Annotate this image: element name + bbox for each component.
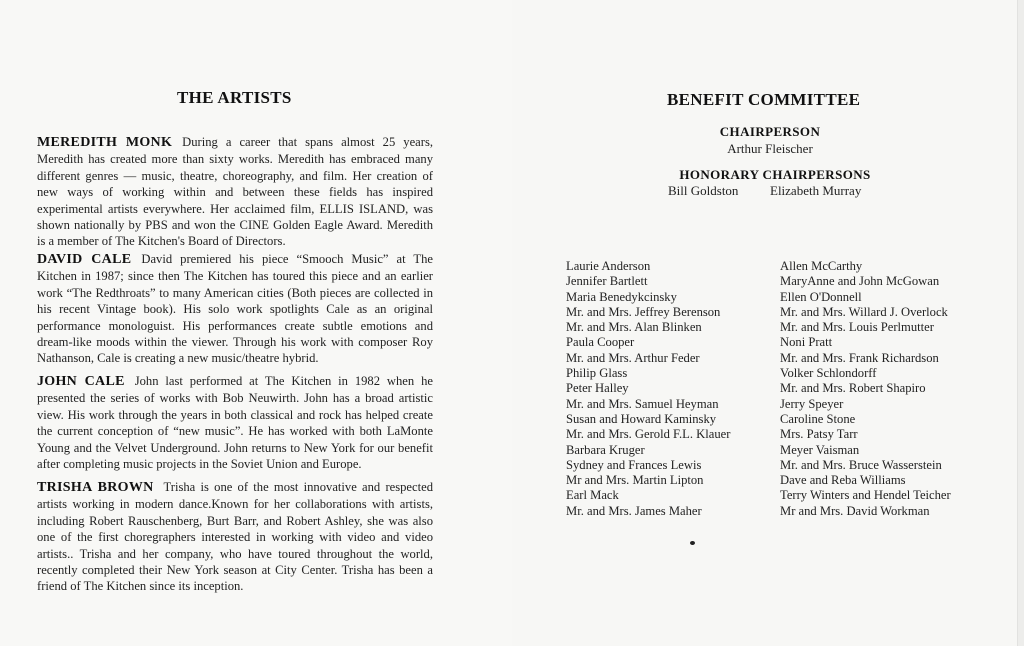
- committee-list-left: [566, 259, 730, 519]
- artists-title: THE ARTISTS: [177, 88, 292, 107]
- committee-member: Mr. and Mrs. Bruce Wasserstein: [780, 457, 942, 472]
- ink-speck: [690, 541, 695, 545]
- paper-edge: [1017, 0, 1024, 646]
- artist-bio-text: Trisha is one of the most innovative and respected artists working in modern dance.Known for her collaborations with artists, including Robert Rauschenberg, Burt Barr, and Robert Ashley, she was also one of the first choregraphers interested in working with video and video artists.. Trisha and her company, who have toured throughout the world, recently completed their New York season at City Center. Trisha has been a friend of The Kitchen since its inception.: [37, 480, 433, 594]
- committee-member: Mr and Mrs. David Workman: [780, 503, 930, 518]
- committee-member: Allen McCarthy: [780, 259, 863, 273]
- committee-member: Mr. and Mrs. Gerold F.L. Klauer: [566, 427, 731, 442]
- committee-member: Caroline Stone: [780, 411, 856, 426]
- chairperson-name: Arthur Fleischer: [727, 141, 813, 156]
- committee-member: Mr. and Mrs. Arthur Feder: [566, 350, 700, 365]
- committee-member: Mr. and Mrs. Alan Blinken: [566, 320, 702, 335]
- honorary-chairperson-name: Bill Goldston: [668, 183, 739, 198]
- committee-title: BENEFIT COMMITTEE: [667, 90, 861, 109]
- committee-member: Peter Halley: [566, 381, 629, 396]
- committee-member: Mr and Mrs. Martin Lipton: [566, 473, 704, 488]
- committee-member: Mr. and Mrs. Samuel Heyman: [566, 396, 719, 411]
- committee-member: Mr. and Mrs. Robert Shapiro: [780, 381, 926, 396]
- honorary-chairperson-name: Elizabeth Murray: [770, 183, 862, 198]
- committee-member: Mr. and Mrs. James Maher: [566, 503, 702, 518]
- chairperson-heading: CHAIRPERSON: [719, 124, 821, 139]
- committee-member: MaryAnne and John McGowan: [780, 274, 940, 289]
- committee-member: Mr. and Mrs. Jeffrey Berenson: [566, 304, 721, 319]
- committee-member: Noni Pratt: [780, 335, 833, 350]
- committee-member: Jennifer Bartlett: [566, 274, 648, 289]
- artist-name: TRISHA BROWN: [37, 480, 154, 495]
- artist-bio: [37, 373, 433, 472]
- committee-member: Ellen O'Donnell: [780, 289, 862, 304]
- committee-member: Meyer Vaisman: [780, 442, 860, 457]
- committee-list-right: [780, 259, 951, 519]
- committee-member: Earl Mack: [566, 488, 619, 503]
- committee-member: Mr. and Mrs. Frank Richardson: [780, 350, 939, 365]
- honorary-chairpersons-heading: HONORARY CHAIRPERSONS: [679, 167, 871, 182]
- committee-member: Volker Schlondorff: [780, 366, 877, 381]
- artist-bio: [37, 479, 433, 595]
- artist-bio: [37, 251, 433, 367]
- committee-member: Jerry Speyer: [780, 396, 844, 411]
- committee-member: Terry Winters and Hendel Teicher: [780, 488, 951, 503]
- committee-member: Mrs. Patsy Tarr: [780, 427, 858, 442]
- artist-bio-text: David premiered his piece “Smooch Music” at The Kitchen in 1987; since then The Kitchen has toured this piece and an earlier work “The Redthroats” to many American cities (Both pieces are collected in his recent Vintage book). His solo work spotlights Cale as an original performance monologuist. His performances create subtle emotions and dream-like moods within the viewer. Through his work with composer Roy Nathanson, Cale is creating a new music/theatre hybrid.: [37, 252, 433, 366]
- artist-bio-text: During a career that spans almost 25 years, Meredith has created more than sixty works. Meredith has embraced many different genres — music, theatre, choreography, and film. Her creation of new ways of working within and between these fields has inspired experimental artists everywhere. Her acclaimed film, ELLIS ISLAND, was shown nationally by PBS and won the CINE Golden Eagle Award. Meredith is a member of The Kitchen's Board of Directors.: [37, 135, 433, 249]
- committee-member: Philip Glass: [566, 366, 628, 381]
- committee-member: Susan and Howard Kaminsky: [566, 411, 717, 426]
- committee-member: Barbara Kruger: [566, 442, 645, 457]
- artist-name: DAVID CALE: [37, 252, 132, 267]
- artist-bio-text: John last performed at The Kitchen in 1982 when he presented the series of works with Bob Neuwirth. John has a broad artistic view. His work through the years in both classical and rock has helped create the current conception of “new music”. He has worked with both LaMonte Young and the Velvet Underground. John returns to New York for our benefit after completing music projects in the Soviet Union and Europe.: [37, 374, 433, 472]
- committee-member: Mr. and Mrs. Willard J. Overlock: [780, 304, 948, 319]
- artist-name: JOHN CALE: [37, 374, 125, 389]
- committee-member: Paula Cooper: [566, 335, 635, 350]
- committee-member: Dave and Reba Williams: [780, 473, 906, 488]
- committee-member: Mr. and Mrs. Louis Perlmutter: [780, 320, 934, 335]
- committee-member: Maria Benedykcinsky: [566, 289, 677, 304]
- committee-member: Laurie Anderson: [566, 259, 651, 273]
- committee-member: Sydney and Frances Lewis: [566, 457, 702, 472]
- artist-bio: [37, 134, 433, 250]
- artist-name: MEREDITH MONK: [37, 135, 173, 150]
